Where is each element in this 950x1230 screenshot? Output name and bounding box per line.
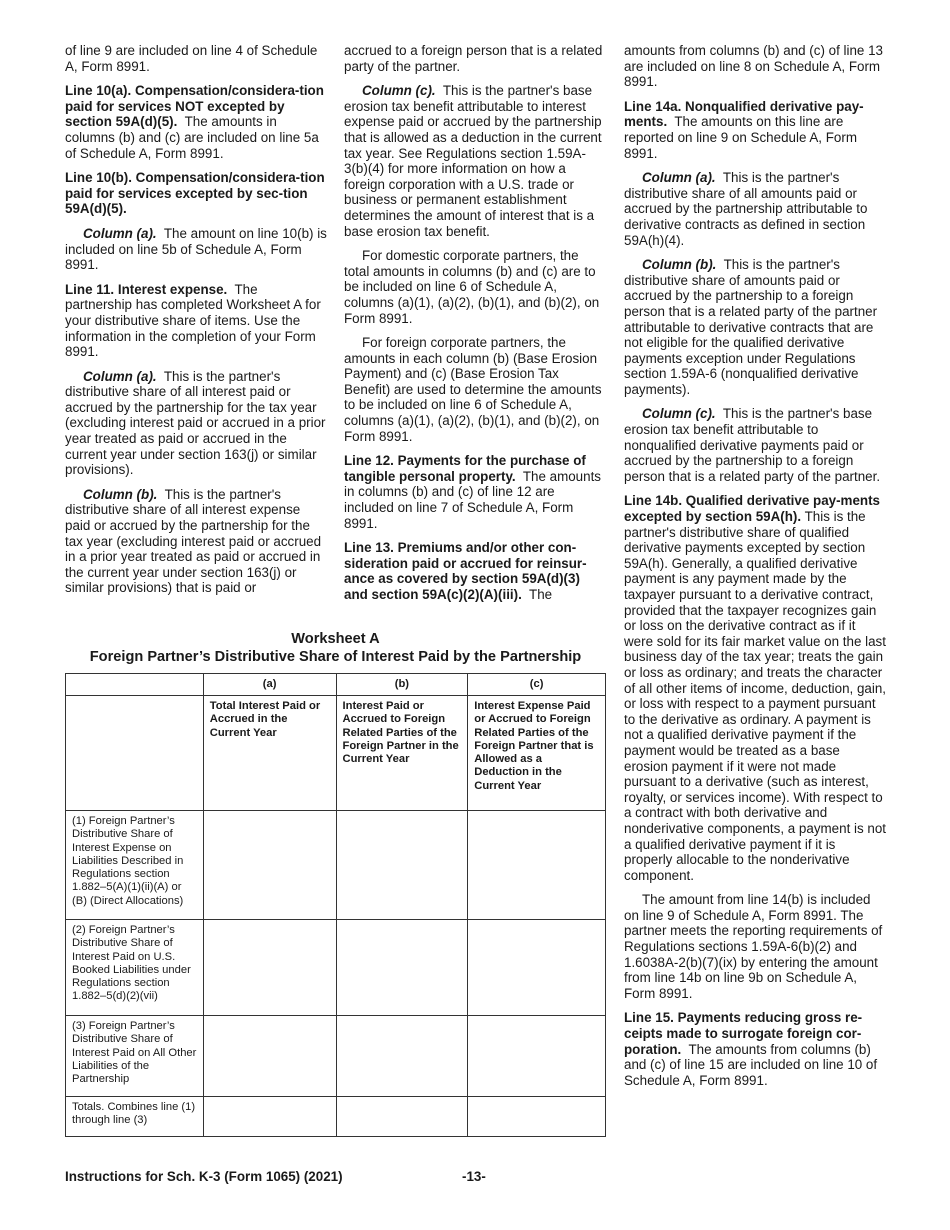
table-row <box>66 920 606 1016</box>
table-row <box>66 811 606 920</box>
line-10a-paragraph <box>65 83 327 161</box>
table-letter-row <box>66 674 606 696</box>
line-14b-text: This is the partner's distributive share of qualified derivative payments excepted by section 59A(h). Generally, a qualified derivative payment is any payment made by the taxpayer pursuant to a derivative contract, provided that the taxpayer recognizes gain or loss on the derivative contract as if it were sold for its fair market value on the last business day of the tax year; treats the gain or loss as ordinary; and treats the character of all other items of income, deduction, gain, or loss with respect to a payment pursuant to the derivative as ordinary. A payment is not a qualified derivative payment if the payment would be treated as a base erosion payment if it were not made pursuant to a derivative (such as interest, royalty, or services income). With respect to a contract with both derivative and nonderivative components, a payment is not a qualified derivative payment if it is properly allocable to the nonderivative component. <box>624 509 887 883</box>
entry-cell-a <box>203 1016 336 1097</box>
line-11-text: The partnership has completed Worksheet A for your distributive share of items. Use the information in the completion of your Form 8991. <box>65 281 321 360</box>
line-11-paragraph <box>65 282 327 360</box>
line-14a-column-c <box>624 406 886 484</box>
worksheet-table <box>65 673 606 1137</box>
entry-cell-c <box>468 1097 606 1137</box>
column-letter-c: (c) <box>468 674 606 696</box>
column-letter-a: (a) <box>203 674 336 696</box>
paragraph: of line 9 are included on line 4 of Schedule A, Form 8991. <box>65 43 318 74</box>
line-14b-heading: Line 14b. Qualified derivative pay-ments excepted by section 59A(h). <box>624 493 880 525</box>
line-15-paragraph <box>624 1010 886 1088</box>
text-column-2 <box>344 43 606 612</box>
table-row <box>66 1016 606 1097</box>
entry-cell-b <box>336 1097 468 1137</box>
line-10a-text: The amounts in columns (b) and (c) are included on line 5a of Schedule A, Form 8991. <box>65 114 319 161</box>
line-14a-heading: Line 14a. Nonqualified derivative pay-ments. <box>624 98 864 130</box>
page-number: -13- <box>462 1169 486 1184</box>
column-c-label: Column (c). <box>642 406 716 422</box>
entry-cell-b <box>336 811 468 920</box>
line-12-heading: Line 12. Payments for the purchase of tangible personal property. <box>344 453 586 484</box>
column-c-text: This is the partner's base erosion tax benefit attributable to nonqualified derivative payments paid or accrued by the partnership to a foreign person that is a related party of the partner. <box>624 406 881 484</box>
line-14b-amount-paragraph: The amount from line 14(b) is included on line 9 of Schedule A, Form 8991. The partner meets the reporting requirements of Regulations sections 1.59A-6(b)(2) and 1.6038A-2(b)(7)(ix) by entering the amount from line 14b on line 9b on Schedule A, Form 8991. <box>624 892 883 1001</box>
line-10b-column-a <box>65 226 327 273</box>
foreign-partners-paragraph: For foreign corporate partners, the amounts in each column (b) (Base Erosion Payment) and (c) (Base Erosion Tax Benefit) are used to determine the amounts to be included on line 6 of Schedule A, columns (a)(1), (a)(2), (b)(1), and (b)(2), on Form 8991. <box>344 335 602 444</box>
column-b-label: Column (b). <box>642 257 717 273</box>
row-label: (3) Foreign Partner’s Distributive Share of Interest Paid on All Other Liabilities of the Partnership <box>66 1016 204 1097</box>
table-corner-cell <box>66 674 204 696</box>
column-b-label: Column (b). <box>83 486 158 502</box>
entry-cell-a <box>203 920 336 1016</box>
column-a-text: The amount on line 10(b) is included on line 5b of Schedule A, Form 8991. <box>65 225 327 273</box>
paragraph: amounts from columns (b) and (c) of line 13 are included on line 8 on Schedule A, Form 8991. <box>624 43 883 90</box>
line-14a-column-b <box>624 257 886 397</box>
table-totals-row <box>66 1097 606 1137</box>
line-13-text: The <box>529 587 553 602</box>
line-11-heading: Line 11. Interest expense. <box>65 281 228 297</box>
column-a-label: Column (a). <box>83 225 157 241</box>
entry-cell-c <box>468 920 606 1016</box>
line-11-column-a <box>65 369 327 478</box>
column-a-label: Column (a). <box>642 170 716 186</box>
text-column-3 <box>624 43 886 1097</box>
row-label: (2) Foreign Partner’s Distributive Share of Interest Paid on U.S. Booked Liabilities under Regulations section 1.882–5(d)(2)(vii) <box>66 920 204 1016</box>
column-a-text: This is the partner's distributive share of all interest paid or accrued by the partnership for the tax year (excluding interest paid or accrued in a prior year treated as paid or accrued in the current year under section 163(j) or similar provisions). <box>65 368 326 478</box>
column-header-a: Total Interest Paid or Accrued in the Current Year <box>203 696 336 811</box>
column-a-label: Column (a). <box>83 368 157 384</box>
entry-cell-b <box>336 1016 468 1097</box>
column-a-text: This is the partner's distributive share of all amounts paid or accrued by the partnership attributable to derivative contracts as defined in section 59A(h)(4). <box>624 170 868 248</box>
entry-cell-a <box>203 1097 336 1137</box>
column-b-text: This is the partner's distributive share of all interest expense paid or accrued by the partnership for the tax year (excluding interest paid or accrued in a prior year treated as paid or accrued in the current year under section 163(j) or similar provisions) that is paid or <box>65 486 322 596</box>
entry-cell-c <box>468 811 606 920</box>
line-10a-heading: Line 10(a). Compensation/considera-tion paid for services NOT excepted by section 59A(d)(5). <box>65 83 324 130</box>
table-header-blank-cell <box>66 696 204 811</box>
column-b-text: This is the partner's distributive share of amounts paid or accrued by the partnership to a foreign person that is a related party of the partner attributable to derivative contracts that are not eligible for the qualified derivative payments exception under Regulations section 1.59A-6 (nonqualified derivative payments). <box>624 257 878 397</box>
line-12-paragraph <box>344 453 606 531</box>
line-10b-heading: Line 10(b). Compensation/considera-tion paid for services excepted by sec-tion 59A(d)(5). <box>65 170 325 217</box>
line-15-heading: Line 15. Payments reducing gross re-ceipts made to surrogate foreign cor-poration. <box>624 1010 863 1057</box>
paragraph: accrued to a foreign person that is a related party of the partner. <box>344 43 603 74</box>
column-c-label: Column (c). <box>362 83 436 99</box>
column-c-text: This is the partner's base erosion tax benefit attributable to interest expense paid or accrued by the partnership that is allowed as a deduction in the current tax year. See Regulations section 1.59A-3(b)(4) for more information on how a foreign corporation with a U.S. trade or business or permanent establishment determines the amount of interest that is a base erosion tax benefit. <box>344 83 602 239</box>
domestic-partners-paragraph: For domestic corporate partners, the total amounts in columns (b) and (c) are to be included on line 6 of Schedule A, columns (a)(1), (a)(2), (b)(1), and (b)(2), on Form 8991. <box>344 248 600 326</box>
entry-cell-c <box>468 1016 606 1097</box>
row-label: Totals. Combines line (1) through line (3) <box>66 1097 204 1137</box>
line-13-paragraph <box>344 540 606 602</box>
line-11-column-c <box>344 83 606 239</box>
worksheet-title-block <box>65 630 606 666</box>
line-13-heading: Line 13. Premiums and/or other con-sideration paid or accrued for reinsur-ance as covered by section 59A(d)(3) and section 59A(c)(2)(A)(iii). <box>344 540 587 602</box>
line-14b-paragraph <box>624 493 886 883</box>
line-14a-column-a <box>624 170 886 248</box>
column-header-b: Interest Paid or Accrued to Foreign Related Parties of the Foreign Partner in the Current Year <box>336 696 468 811</box>
table-header-row <box>66 696 606 811</box>
line-14a-text: The amounts on this line are reported on line 9 on Schedule A, Form 8991. <box>624 114 857 161</box>
line-11-column-b <box>65 487 327 596</box>
text-column-1 <box>65 43 327 605</box>
worksheet-title: Worksheet A <box>291 631 380 647</box>
footer-form-title: Instructions for Sch. K-3 (Form 1065) (2021) <box>65 1169 343 1184</box>
worksheet-subtitle: Foreign Partner’s Distributive Share of Interest Paid by the Partnership <box>89 649 582 665</box>
line-15-text: The amounts from columns (b) and (c) of line 15 are included on line 10 of Schedule A, Form 8991. <box>624 1041 878 1088</box>
column-header-c: Interest Expense Paid or Accrued to Foreign Related Parties of the Foreign Partner that is Allowed as a Deduction in the Current Year <box>468 696 606 811</box>
column-letter-b: (b) <box>336 674 468 696</box>
line-12-text: The amounts in columns (b) and (c) of line 12 are included on line 7 of Schedule A, Form 8991. <box>344 468 601 531</box>
entry-cell-a <box>203 811 336 920</box>
entry-cell-b <box>336 920 468 1016</box>
line-14a-paragraph <box>624 99 886 161</box>
row-label: (1) Foreign Partner’s Distributive Share of Interest Expense on Liabilities Described in Regulations section 1.882–5(A)(1)(ii)(A) or (B) (Direct Allocations) <box>66 811 204 920</box>
